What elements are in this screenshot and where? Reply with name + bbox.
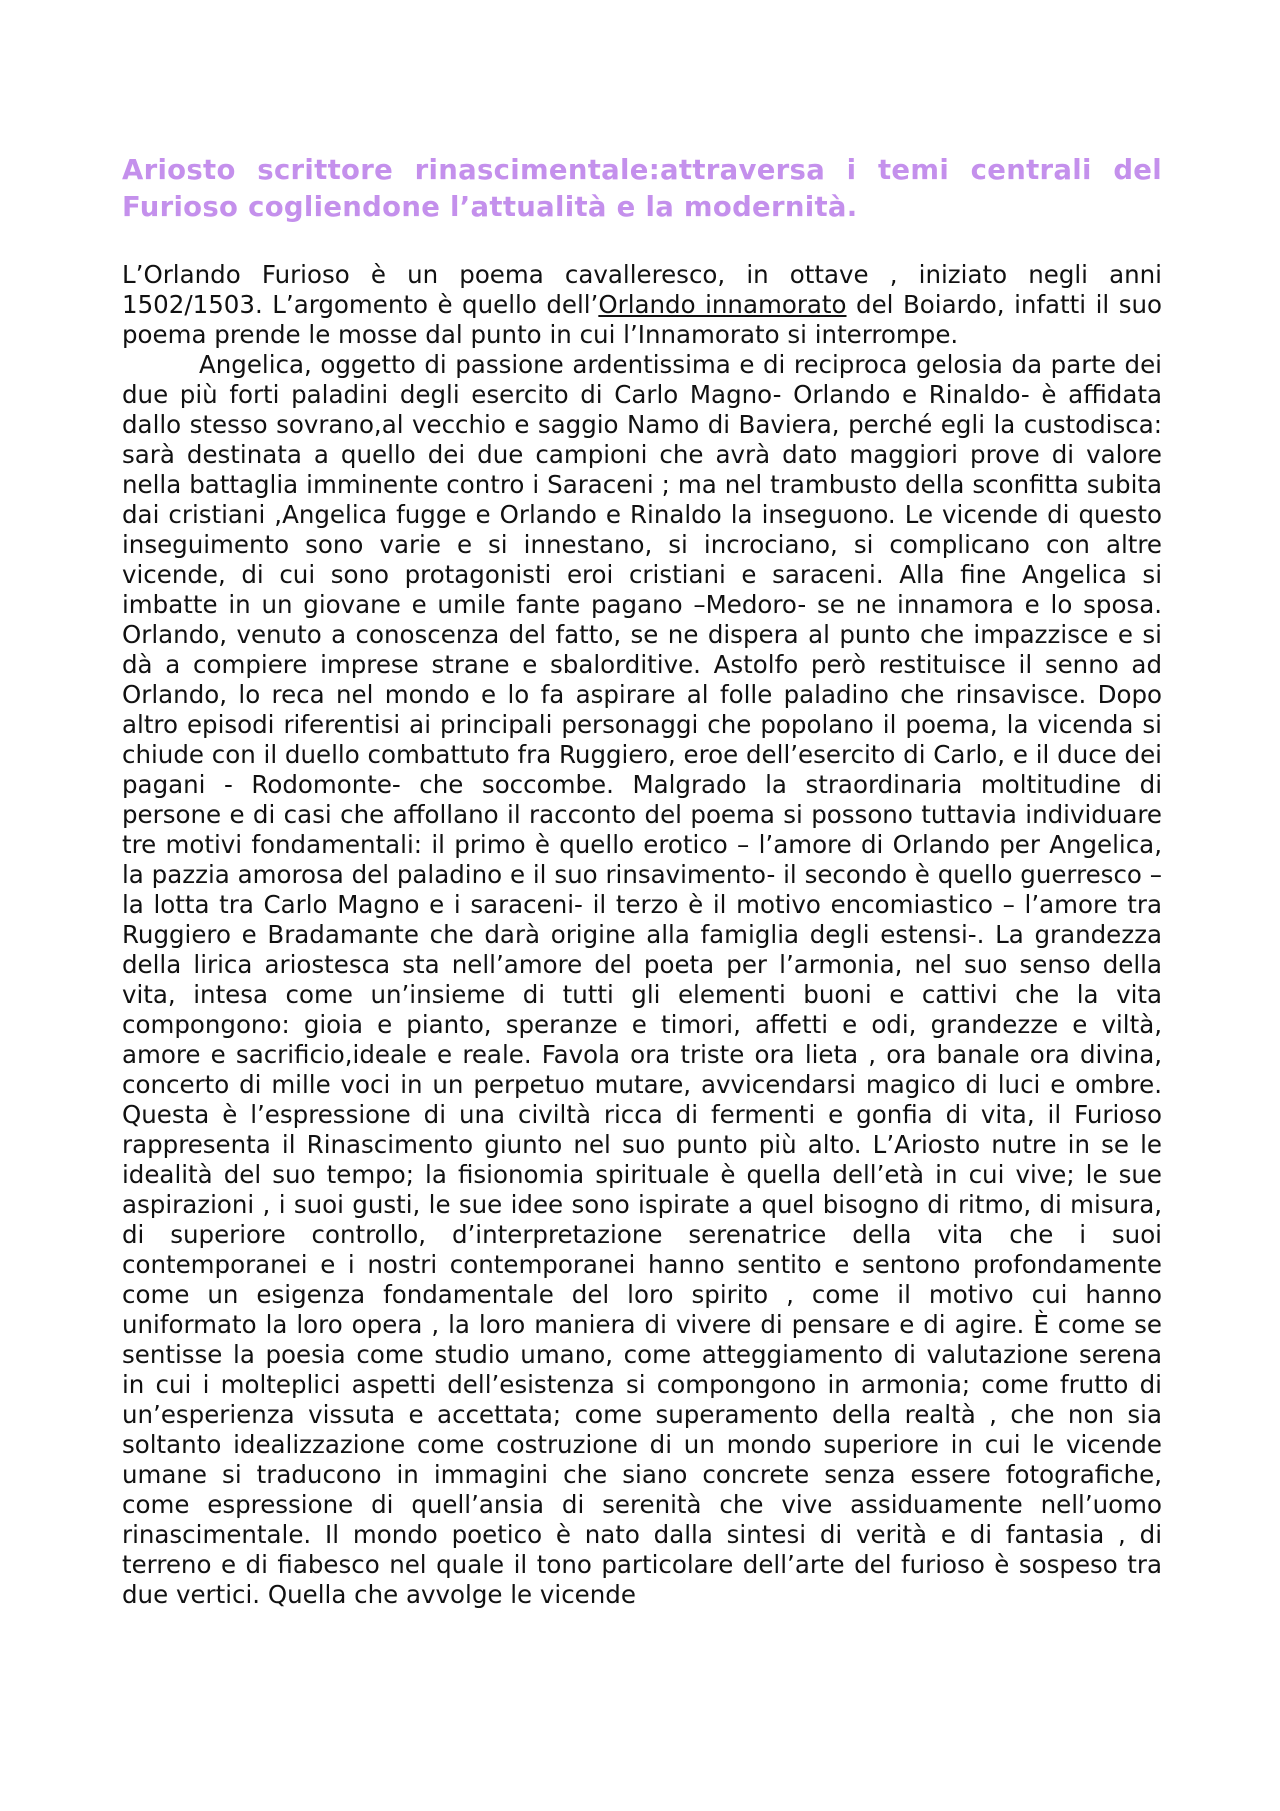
paragraph-main: Angelica, oggetto di passione ardentissima e di reciproca gelosia da parte dei due più forti paladini degli esercito di Carlo Magno- Orlando e Rinaldo- è affidata dallo stesso sovrano,al vecchio e saggio Namo di Baviera, perché egli la custodisca: sarà destinata a quello dei due campioni che avrà dato maggiori prove di valore nella battaglia imminente contro i Saraceni ; ma nel trambusto della sconfitta subita dai cristiani ,Angelica fugge e Orlando e Rinaldo la inseguono. Le vicende di questo inseguimento sono varie e si innestano, si incrociano, si complicano con altre vicende, di cui sono protagonisti eroi cristiani e saraceni. Alla fine Angelica si imbatte in un giovane e umile fante pagano –Medoro- se ne innamora e lo sposa. Orlando, venuto a conoscenza del fatto, se ne dispera al punto che impazzisce e si dà a compiere imprese strane e sbalorditive. Astolfo però restituisce il senno ad Orlando, lo reca nel mondo e lo fa aspirare al folle paladino che rinsavisce. Dopo altro episodi riferentisi ai principali personaggi che popolano il poema, la vicenda si chiude con il duello combattuto fra Ruggiero, eroe dell’esercito di Carlo, e il duce dei pagani - Rodomonte- che soccombe. Malgrado la straordinaria moltitudine di persone e di casi che affollano il racconto del poema si possono tuttavia individuare tre motivi fondamentali: il primo è quello erotico – l’amore di Orlando per Angelica, la pazzia amorosa del paladino e il suo rinsavimento- il secondo è quello guerresco –la lotta tra Carlo Magno e i saraceni- il terzo è il motivo encomiastico – l’amore tra Ruggiero e Bradamante che darà origine alla famiglia degli estensi-. La grandezza della lirica ariostesca sta nell’amore del poeta per l’armonia, nel suo senso della vita, intesa come un’insieme di tutti gli elementi buoni e cattivi che la vita compongono: gioia e pianto, speranze e timori, affetti e odi, grandezze e viltà, amore e sacrificio,ideale e reale. Favola ora triste ora lieta , ora banale ora divina, concerto di mille voci in un perpetuo mutare, avvicendarsi magico di luci e ombre. Questa è l’espressione di una civiltà ricca di fermenti e gonfia di vita, il Furioso rappresenta il Rinascimento giunto nel suo punto più alto. L’Ariosto nutre in se le idealità del suo tempo; la fisionomia spirituale è quella dell’età in cui vive; le sue aspirazioni , i suoi gusti, le sue idee sono ispirate a quel bisogno di ritmo, di misura, di superiore controllo, d’interpretazione serenatrice della vita che i suoi contemporanei e i nostri contemporanei hanno sentito e sentono profondamente come un esigenza fondamentale del loro spirito , come il motivo cui hanno uniformato la loro opera , la loro maniera di vivere di pensare e di agire. È come se sentisse la poesia come studio umano, come atteggiamento di valutazione serena in cui i molteplici aspetti dell’esistenza si compongono in armonia; come frutto di un’esperienza vissuta e accettata; come superamento della realtà , che non sia soltanto idealizzazione come costruzione di un mondo superiore in cui le vicende umane si traducono in immagini che siano concrete senza essere fotografiche, come espressione di quell’ansia di serenità che vive assiduamente nell’uomo rinascimentale. Il mondo poetico è nato dalla sintesi di verità e di fantasia , di terreno e di fiabesco nel quale il tono particolare dell’arte del furioso è sospeso tra due vertici. Quella che avvolge le vicende	[122, 350, 1162, 1609]
document-body	[122, 260, 1162, 1610]
document-title: Ariosto scrittore rinascimentale:attraversa i temi centrali del Furioso cogliendone l’attualità e la modernità.	[122, 154, 1162, 223]
paragraph-intro-text-after: del Boiardo, infatti il suo poema prende le mosse dal punto in cui l’Innamorato si interrompe.	[122, 290, 1162, 349]
paragraph-intro-text-before: L’Orlando Furioso è un poema cavalleresco, in ottave , iniziato negli anni 1502/1503. L’argomento è quello dell’	[122, 260, 1162, 319]
document-page	[122, 152, 1162, 1610]
orlando-innamorato-reference: Orlando innamorato	[598, 290, 847, 319]
paragraph-intro	[122, 260, 1162, 350]
